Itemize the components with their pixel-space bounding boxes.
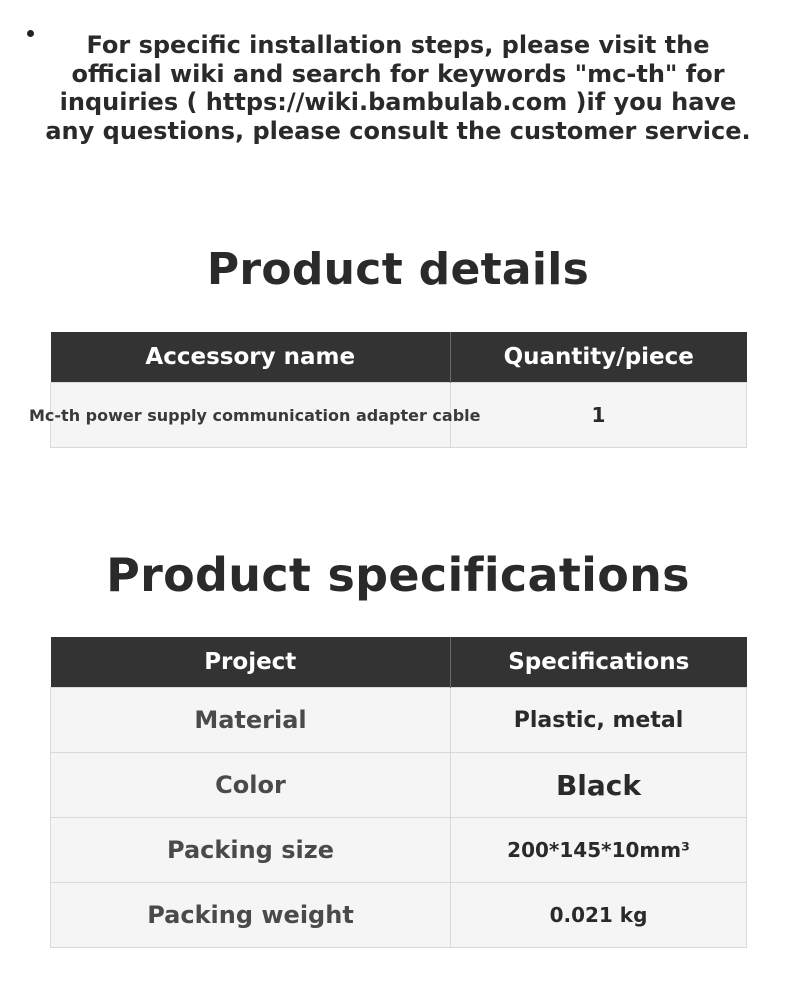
spec-label: Color bbox=[51, 753, 451, 818]
table-row bbox=[51, 883, 747, 948]
spec-value: Plastic, metal bbox=[451, 688, 747, 753]
spec-value: 200*145*10mm³ bbox=[451, 818, 747, 883]
spec-value: 0.021 kg bbox=[451, 883, 747, 948]
header-accessory-name: Accessory name bbox=[51, 332, 451, 383]
product-details-table bbox=[29, 332, 747, 448]
installation-notice bbox=[40, 31, 756, 145]
header-quantity: Quantity/piece bbox=[451, 332, 747, 383]
table-row bbox=[51, 688, 747, 753]
quantity-cell: 1 bbox=[451, 383, 747, 448]
notice-line: inquiries ( https://wiki.bambulab.com )if you have bbox=[59, 88, 737, 116]
product-specifications-title: Product specifications bbox=[106, 548, 690, 602]
table-row bbox=[51, 753, 747, 818]
spec-label: Packing size bbox=[51, 818, 451, 883]
header-project: Project bbox=[51, 637, 451, 688]
header-specifications: Specifications bbox=[451, 637, 747, 688]
accessory-name: Mc-th power supply communication adapter cable bbox=[29, 405, 481, 425]
notice-line: any questions, please consult the customer service. bbox=[45, 116, 751, 145]
accessory-name-cell bbox=[29, 383, 481, 448]
table-header-row bbox=[51, 637, 747, 688]
product-details-title: Product details bbox=[206, 244, 590, 295]
spec-label: Packing weight bbox=[51, 883, 451, 948]
table-row bbox=[51, 383, 747, 448]
spec-label: Material bbox=[51, 688, 451, 753]
table-header-row bbox=[51, 332, 747, 383]
notice-line: For specific installation steps, please visit the bbox=[86, 31, 710, 59]
bullet-dot bbox=[27, 30, 34, 37]
product-specifications-table bbox=[50, 637, 747, 948]
notice-line: official wiki and search for keywords "mc-th" for bbox=[71, 59, 725, 88]
table-row bbox=[51, 818, 747, 883]
spec-value: Black bbox=[451, 753, 747, 818]
